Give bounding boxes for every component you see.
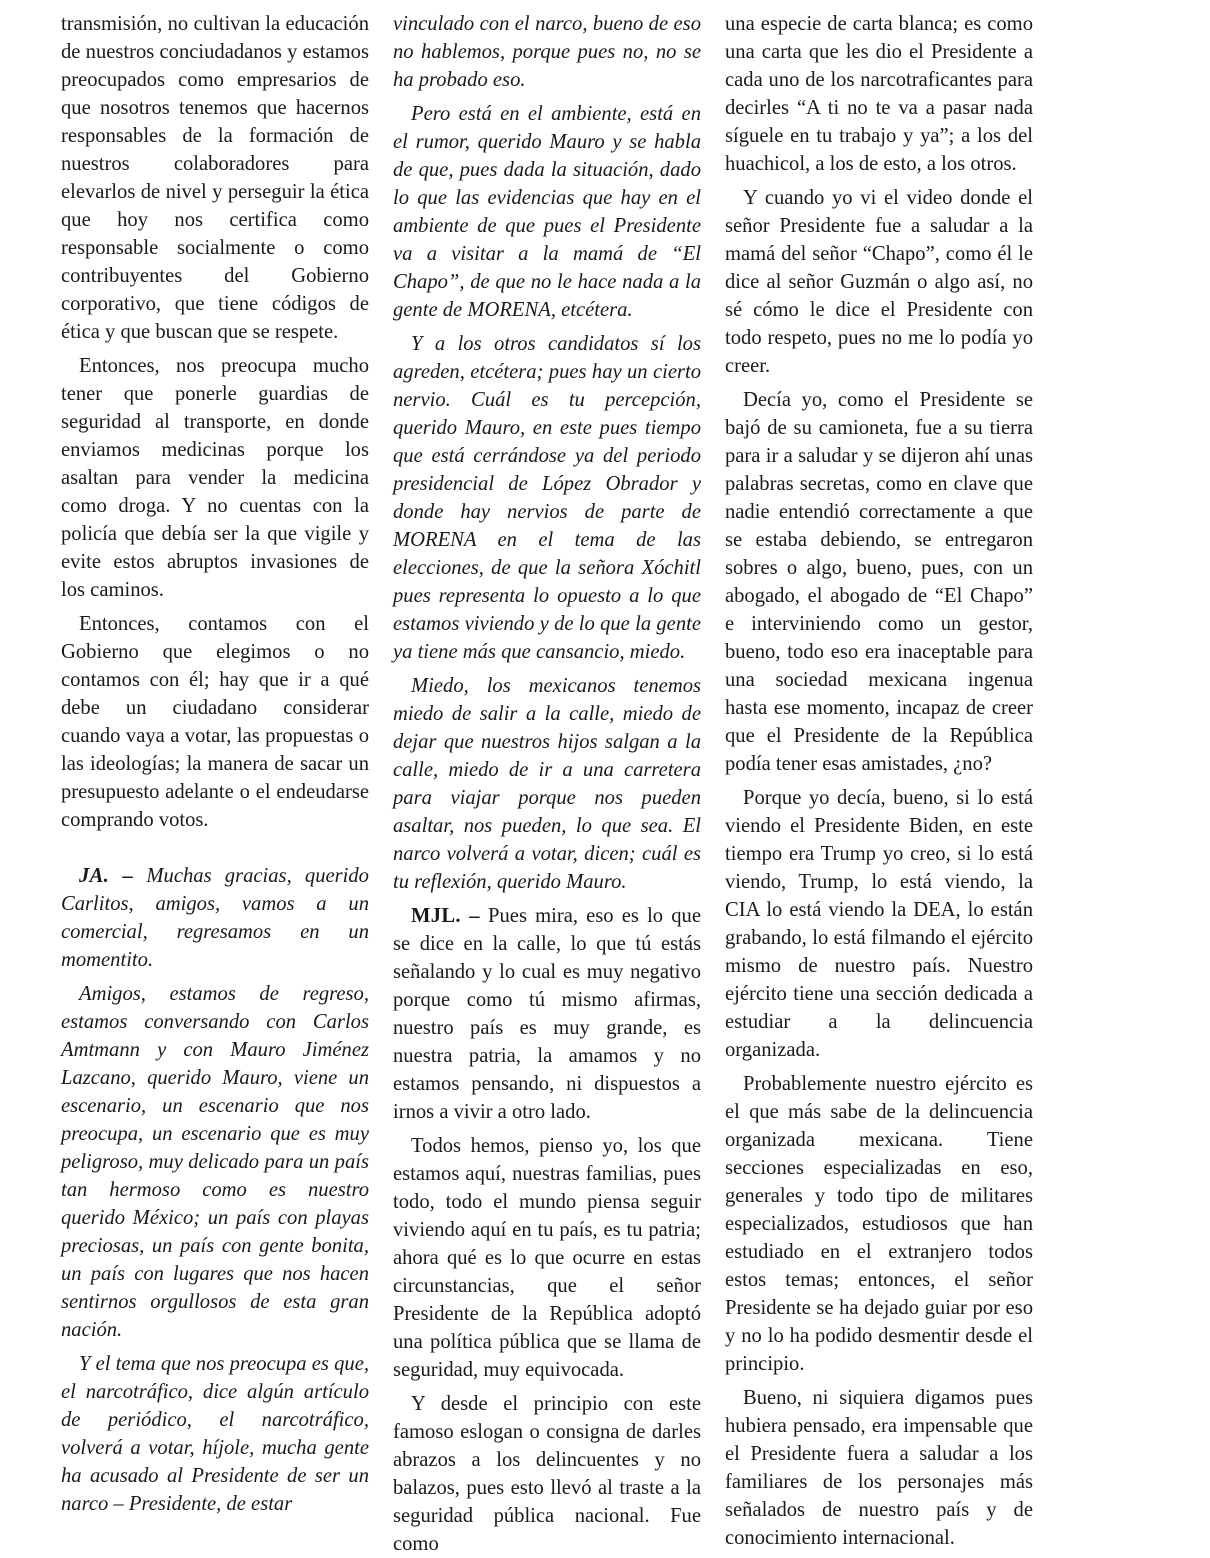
text-column-1 [61,10,369,1515]
respondent-paragraph [393,902,701,1126]
paragraph: una especie de carta blanca; es como una carta que les dio el Presidente a cada uno de los narcotraficantes para decirles “A ti no te va a pasar nada síguele en tu trabajo y ya”; a los del huachicol, a los de esto, a los otros. [725,13,1033,175]
paragraph: Porque yo decía, bueno, si lo está viendo el Presidente Biden, en este tiempo era Trump yo creo, si lo está viendo, Trump, lo está viendo, la CIA lo está viendo la DEA, lo están grabando, lo está filmando el ejército mismo de nuestro país. Nuestro ejército tiene una sección dedicada a estudiar a la delincuencia organizada. [725,787,1033,1061]
interviewer-paragraph: Miedo, los mexicanos tenemos miedo de salir a la calle, miedo de dejar que nuestros hijos salgan a la calle, miedo de ir a una carretera para viajar porque nos pueden asaltar, nos pueden, lo que sea. El narco volverá a votar, dicen; cuál es tu reflexión, querido Mauro. [393,675,701,893]
paragraph: transmisión, no cultivan la educación de nuestros conciudadanos y estamos preocupados como empresarios de que nosotros tenemos que hacernos responsables de la formación de nuestros colaboradores para elevarlos de nivel y perseguir la ética que hoy nos certifica como responsable socialmente o como contribuyentes del Gobierno corporativo, que tiene códigos de ética y que buscan que se respete. [61,13,369,343]
interviewer-paragraph: Pero está en el ambiente, está en el rumor, querido Mauro y se habla de que, pues dada la situación, dado lo que las evidencias que hay en el ambiente de que pues el Presidente va a visitar a la mamá de “El Chapo”, de que no le hace nada a la gente de MORENA, etcétera. [393,103,701,321]
paragraph-text: Muchas gracias, querido Carlitos, amigos, vamos a un comercial, regresamos en un momentito. [61,865,369,971]
interviewer-paragraph: Y el tema que nos preocupa es que, el narcotráfico, dice algún artículo de periódico, el narcotráfico, volverá a votar, híjole, mucha gente ha acusado al Presidente de ser un narco – Presidente, de estar [61,1353,369,1515]
text-column-2 [393,10,701,1555]
speaker-label-ja: JA. – [79,865,134,887]
paragraph: Entonces, contamos con el Gobierno que elegimos o no contamos con él; hay que ir a qué debe un ciudadano considerar cuando vaya a votar, las propuestas o las ideologías; la manera de sacar un presupuesto adelante o el endeudarse comprando votos. [61,613,369,831]
speaker-label-mjl: MJL. – [411,905,480,927]
interviewer-paragraph: Amigos, estamos de regreso, estamos conversando con Carlos Amtmann y con Mauro Jiménez Lazcano, querido Mauro, viene un escenario, un escenario que nos preocupa, un escenario que es muy peligroso, muy delicado para un país tan hermoso como es nuestro querido México; un país con playas preciosas, un país con gente bonita, un país con lugares que nos hacen sentirnos orgullosos de esta gran nación. [61,983,369,1341]
interviewer-paragraph: Y a los otros candidatos sí los agreden, etcétera; pues hay un cierto nervio. Cuál es tu percepción, querido Mauro, en este pues tiempo que está cerrándose ya del periodo presidencial de López Obrador y donde hay nervios de parte de MORENA en el tema de las elecciones, de que la señora Xóchitl pues representa lo opuesto a lo que estamos viviendo y de lo que la gente ya tiene más que cansancio, miedo. [393,333,701,663]
paragraph: Entonces, nos preocupa mucho tener que ponerle guardias de seguridad al transporte, en donde enviamos medicinas porque los asaltan para vender la medicina como droga. Y no cuentas con la policía que debía ser la que vigile y evite estos abruptos invasiones de los caminos. [61,355,369,601]
paragraph: Probablemente nuestro ejército es el que más sabe de la delincuencia organizada mexicana. Tiene secciones especializadas en eso, generales y todo tipo de militares especializados, estudiosos que han estudiado en el extranjero todos estos temas; entonces, el señor Presidente se ha dejado guiar por eso y no lo ha podido desmentir desde el principio. [725,1073,1033,1375]
interviewer-paragraph: vinculado con el narco, bueno de eso no hablemos, porque pues no, no se ha probado eso. [393,13,701,91]
paragraph: Todos hemos, pienso yo, los que estamos aquí, nuestras familias, pues todo, todo el mundo piensa seguir viviendo aquí en tu país, es tu patria; ahora qué es lo que ocurre en estas circunstancias, que el señor Presidente de la República adoptó una política pública que se llama de seguridad, muy equivocada. [393,1135,701,1381]
paragraph: Decía yo, como el Presidente se bajó de su camioneta, fue a su tierra para ir a saludar y se dijeron ahí unas palabras secretas, como en clave que nadie entendió correctamente a que se estaba debiendo, se entregaron sobres o algo, bueno, pues, con un abogado, el abogado de “El Chapo” e interviniendo como un gestor, bueno, todo eso era inaceptable para una sociedad mexicana ingenua hasta ese momento, incapaz de creer que el Presidente de la República podía tener esas amistades, ¿no? [725,389,1033,775]
paragraph: Bueno, ni siquiera digamos pues hubiera pensado, era impensable que el Presidente fuera a saludar a los familiares de los personajes más señalados de nuestro país y de conocimiento internacional. [725,1387,1033,1549]
interviewer-paragraph [61,862,369,974]
paragraph: Y desde el principio con este famoso eslogan o consigna de darles abrazos a los delincuentes y no balazos, pues esto llevó al traste a la seguridad pública nacional. Fue como [393,1393,701,1555]
paragraph-text: Pues mira, eso es lo que se dice en la calle, lo que tú estás señalando y lo cual es muy negativo porque como tú mismo afirmas, nuestro país es muy grande, es nuestra patria, la amamos y no estamos pensando, ni dispuestos a irnos a vivir a otro lado. [393,905,701,1123]
paragraph: Y cuando yo vi el video donde el señor Presidente fue a saludar a la mamá del señor “Chapo”, como él le dice al señor Guzmán o algo así, no sé cómo le dice el Presidente con todo respeto, pues no me lo podía yo creer. [725,187,1033,377]
text-column-3 [725,10,1033,1549]
